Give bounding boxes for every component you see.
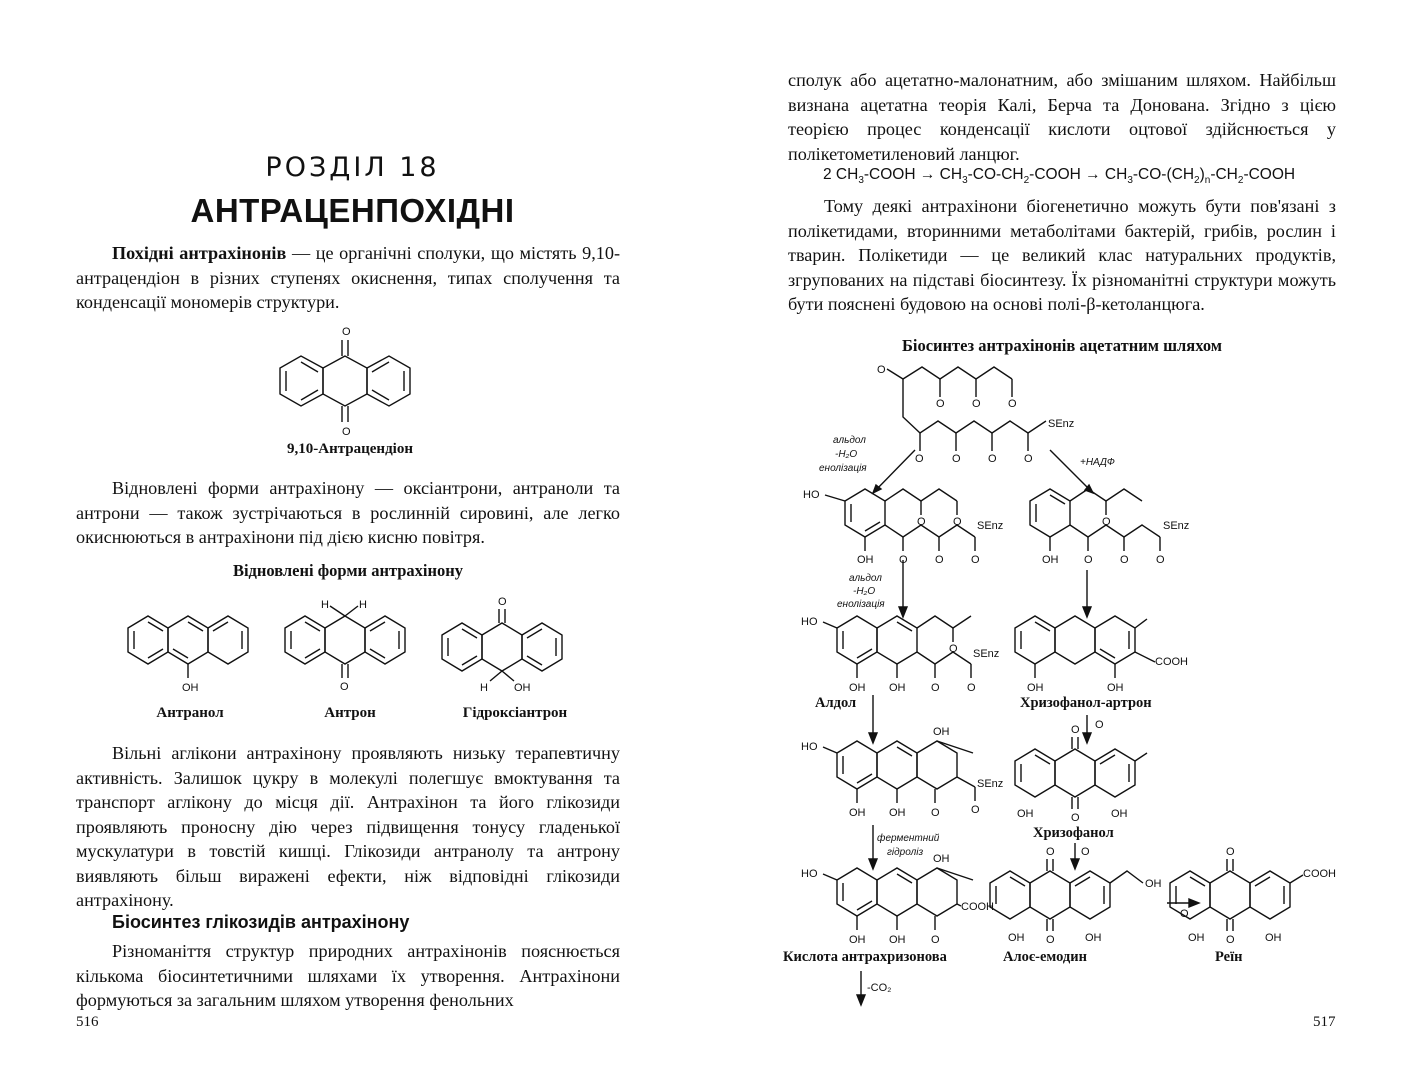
paragraph-diversity: Різноманіття структур природних антрахінонів пояснюється кількома біосинтетичними шляхами їх утворення. Антрахінони формуються за загальним шляхом утворення фенольних [76,941,620,1010]
atom-label: H [480,682,488,694]
svg-text:-CO₂: -CO₂ [867,982,892,994]
svg-text:COOH: COOH [1155,656,1188,668]
caption-anthrone: Антрон [324,705,376,721]
atom-label: H [359,599,367,611]
chrysophanol-anthrone-label: Хризофанол-артрон [1020,695,1152,711]
svg-text:O: O [1095,719,1104,731]
svg-text:O: O [988,453,997,465]
svg-text:OH: OH [849,682,866,694]
svg-text:+НАДФ: +НАДФ [1080,457,1115,468]
scheme-title: Біосинтез антрахінонів ацетатним шляхом [901,336,1223,355]
svg-text:O: O [1008,398,1017,410]
svg-text:-H₂O: -H₂O [853,586,876,597]
aloe-emodin-label: Алоє-емодин [1003,949,1087,965]
term-anthraquinone-derivatives: Похідні антрахінонів [112,243,287,263]
svg-text:OH: OH [933,853,950,865]
paragraph-intro [76,241,620,315]
atom-label: H [321,599,329,611]
svg-text:OH: OH [849,807,866,819]
left-page [0,0,705,1083]
svg-text:O: O [971,804,980,816]
svg-text:O: O [1226,846,1235,858]
hydroxyanthrone-structure [442,593,582,693]
rhein-structure [1170,846,1336,965]
svg-text:OH: OH [1188,932,1205,944]
subheading-biosynthesis: Біосинтез глікозидів антрахінону [112,912,410,932]
svg-text:OH: OH [933,726,950,738]
anthrone-structure [285,598,415,698]
svg-text:O: O [1102,516,1111,528]
atom-label: O [340,681,349,693]
page-number-left: 516 [76,1014,99,1030]
chapter-title: АНТРАЦЕНПОХІДНІ [190,192,515,229]
svg-text:OH: OH [1265,932,1282,944]
right-page [705,0,1411,1083]
svg-text:OH: OH [1017,808,1034,820]
svg-text:O: O [972,398,981,410]
svg-text:O: O [1226,934,1235,946]
svg-text:O: O [967,682,976,694]
reaction-equation: 2 $CH_3$-COOH → $CH_3-CO-CH_2$-COOH → $CH_3-CO-(CH_2)_n-CH_2$-COOH [823,166,1296,187]
svg-text:O: O [931,934,940,946]
svg-text:O: O [917,516,926,528]
svg-text:O: O [952,453,961,465]
svg-text:SEnz: SEnz [973,648,1000,660]
paragraph-aglycones: Вільні аглікони антрахінону проявляють низьку терапевтичну активність. Залишок цукру в молекулі полегшує вмоктування та транспорт аглікону до місця дії. Антрахінон та його глікозиди проявляють проносну дію через підвищення тонусу гладенької мускулатури в товстій кишці. Глікозиди антранолу та антрону виявляють більш виражені ефекти, ніж відповідні глікозиди антрахінону. [76,743,620,910]
svg-text:O: O [1084,554,1093,566]
svg-text:O: O [949,643,958,655]
svg-text:O: O [1156,554,1165,566]
svg-text:O: O [971,554,980,566]
svg-text:OH: OH [889,682,906,694]
caption-anthranol: Антранол [156,705,224,721]
svg-text:HO: HO [801,868,818,880]
figure-caption-anthracenedione: 9,10-Антрацендіон [287,441,413,457]
svg-text:O: O [1081,846,1090,858]
chrysophanol-structure [1015,724,1147,841]
svg-text:OH: OH [889,934,906,946]
svg-text:O: O [1120,554,1129,566]
svg-text:O: O [935,554,944,566]
svg-text:HO: HO [801,741,818,753]
polyketide-chain [877,364,1074,465]
svg-text:HO: HO [803,489,820,501]
svg-text:ферментний: ферментний [877,833,940,844]
atom-label: OH [514,682,531,694]
cyclized-intermediate [801,726,1003,819]
svg-text:альдол: альдол [833,435,866,446]
svg-text:OH: OH [1145,878,1162,890]
svg-text:O: O [1071,724,1080,736]
svg-text:SEnz: SEnz [977,520,1004,532]
paragraph-polyketides: Тому деякі антрахінони біогенетично можуть бути пов'язані з полікетидами, вторинними метаболітами бактерій, грибів, рослин і тварин. Полікетиди — це великий клас натуральних продуктів, згрупованих на підставі біосинтезу. Їх різноманітні структури можуть бути пояснені будовою на основі полі-β-кетоланцюга. [788,196,1336,314]
caption-hydroxyanthrone: Гідроксіантрон [462,705,568,721]
svg-text:OH: OH [1107,682,1124,694]
svg-text:OH: OH [1042,554,1059,566]
page-number-right: 517 [1313,1014,1336,1030]
svg-text:O: O [931,682,940,694]
atom-label: OH [182,682,199,694]
svg-text:SEnz: SEnz [977,778,1004,790]
svg-text:O: O [1071,812,1080,824]
aldol-label: Алдол [815,695,857,711]
anthracenedione-structure [280,323,420,443]
paragraph-intro-text: — це органічні сполуки, що містять 9,10-антрацендіон в різних ступенях окиснення, типах сполучення та конденсації мономерів структури. [76,243,620,312]
svg-text:O: O [1046,934,1055,946]
svg-text:O: O [1024,453,1033,465]
svg-text:OH: OH [849,934,866,946]
svg-text:COOH: COOH [1303,868,1336,880]
svg-text:O: O [931,807,940,819]
atom-label: O [342,326,351,338]
figure-title-reduced-forms: Відновлені форми антрахінону [232,561,464,580]
atom-label: O [342,426,351,438]
svg-text:OH: OH [1085,932,1102,944]
atom-label: O [498,596,507,608]
svg-text:альдол: альдол [849,573,882,584]
svg-text:OH: OH [1027,682,1044,694]
svg-text:O: O [1046,846,1055,858]
svg-text:енолізація: енолізація [819,463,867,474]
svg-text:HO: HO [801,616,818,628]
svg-text:O: O [899,554,908,566]
anthrachrysonic-acid-structure [783,853,994,1005]
paragraph-acetate-theory: сполук або ацетатно-малонатним, або змішаним шляхом. Найбільш визнана ацетатна теорія Калі, Берча та Донована. Згідно з цією теорією процес конденсації кислоти оцтової здійснюється у полікетометиленовий ланцюг. [788,70,1336,164]
anthranol-structure [128,600,258,700]
biosynthesis-scheme [775,355,1375,1015]
chrysophanol-label: Хризофанол [1033,825,1114,841]
svg-text:гідроліз: гідроліз [887,847,924,858]
svg-text:O: O [936,398,945,410]
anthrachrysonic-acid-label: Кислота антрахризонова [783,949,947,965]
svg-text:OH: OH [1111,808,1128,820]
svg-text:O: O [1180,908,1189,920]
svg-text:O: O [915,453,924,465]
svg-text:SEnz: SEnz [1048,418,1075,430]
svg-text:енолізація: енолізація [837,599,885,610]
svg-text:SEnz: SEnz [1163,520,1190,532]
intermediate-right [1030,489,1189,566]
svg-text:O: O [953,516,962,528]
rhein-label: Реїн [1215,949,1243,965]
svg-text:COOH: COOH [961,901,994,913]
svg-text:OH: OH [889,807,906,819]
chapter-number: РОЗДІЛ 18 [265,152,440,183]
aldol-structure [801,616,999,711]
paragraph-reduced-forms: Відновлені форми антрахінону — оксіантрони, антраноли та антрони — також зустрічаються в рослинній сировині, але легко окиснюються в антрахінони під дією кисню повітря. [76,478,620,547]
svg-text:OH: OH [1008,932,1025,944]
svg-text:-H₂O: -H₂O [835,449,858,460]
intermediate-left [803,489,1003,566]
svg-text:O: O [877,364,886,376]
chrysophanol-anthrone-structure [1015,616,1188,711]
svg-text:OH: OH [857,554,874,566]
